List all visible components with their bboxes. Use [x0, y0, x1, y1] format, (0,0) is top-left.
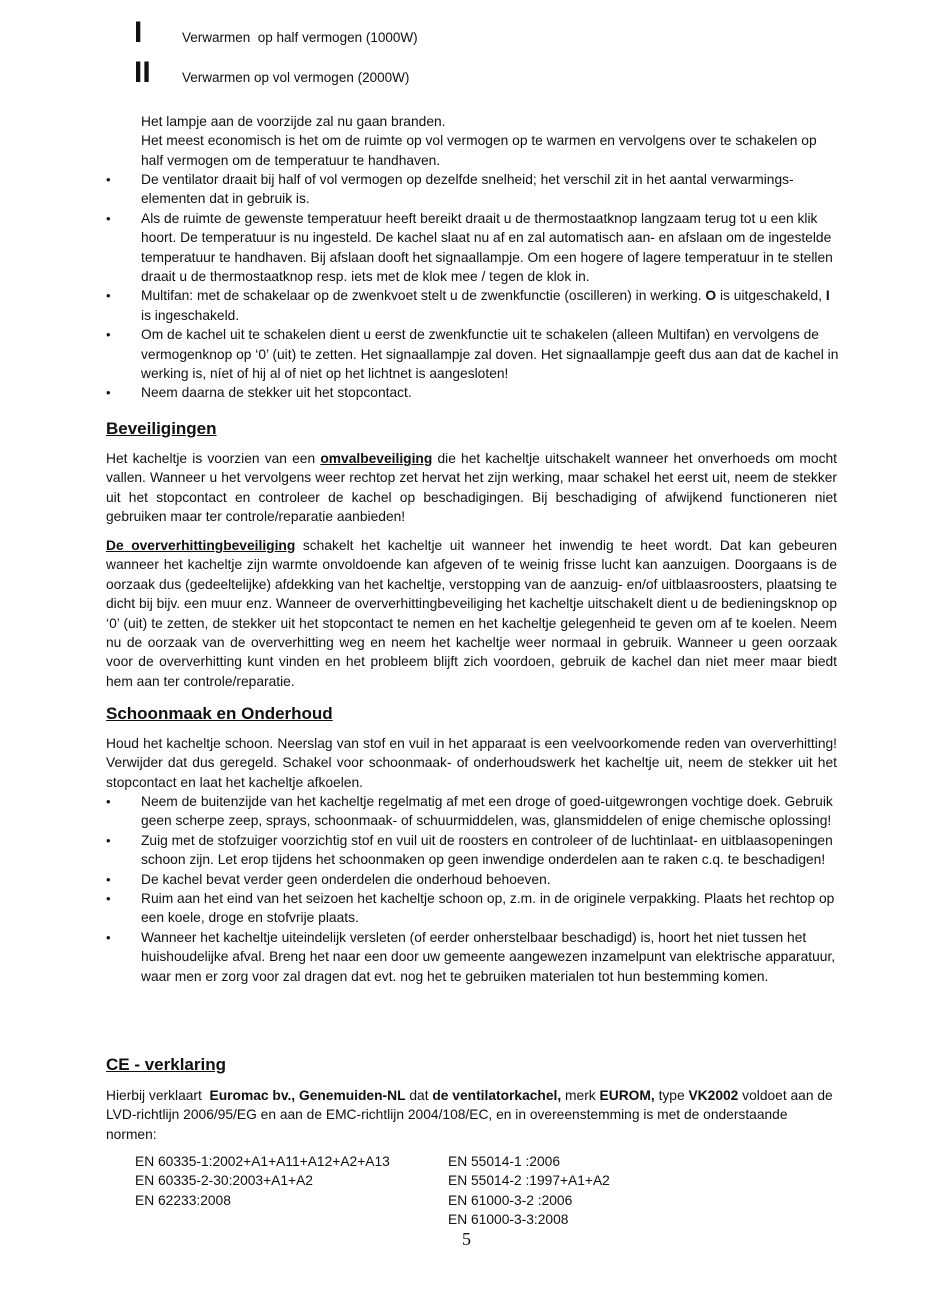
list-item: • Wanneer het kacheltje uiteindelijk versleten (of eerder onherstelbaar beschadigd) is, hoort het niet tussen het huishoudelijke afval. Breng het naar een door uw gemeente aangewezen inzamelpunt van elektrische apparatuur, waar men er zorg voor zal dragen dat evt. nog het te gebruiken materialen tot hun bestemming komen.	[106, 928, 841, 986]
mode-row-half	[134, 18, 854, 52]
norm-item: EN 61000-3-2 :2006	[448, 1192, 573, 1208]
intro-line: Het lampje aan de voorzijde zal nu gaan branden.	[141, 114, 446, 129]
maintenance-bullet-list	[106, 792, 841, 986]
list-item: • Neem de buitenzijde van het kacheltje regelmatig af met een droge of goed-uitgewrongen vochtige doek. Gebruik geen scherpe zeep, sprays, schoonmaak- of schuurmiddelen, was, glansmiddelen of enige chemische oplossing!	[106, 792, 841, 831]
list-item: • Ruim aan het eind van het seizoen het kacheltje schoon op, z.m. in de originele verpakking. Plaats het rechtop op een koele, droge en stofvrije plaats.	[106, 889, 841, 928]
page-number: 5	[462, 1229, 471, 1249]
mode-row-full	[134, 58, 854, 92]
mode-symbol: II	[134, 56, 151, 89]
section-heading-ce: CE - verklaring	[106, 1055, 226, 1074]
norm-item: EN 55014-1 :2006	[448, 1154, 560, 1169]
paragraph-omvalbeveiliging: Het kacheltje is voorzien van een omvalbeveiliging die het kacheltje uitschakelt wanneer het onverhoeds om mocht vallen. Wanneer u het vervolgens weer rechtop zet hervat het zijn werking, maar schakel het eerst uit, neem de stekker uit het stopcontact en controleer de kachel op beschadigingen. Bij beschadiging of afwijkend functioneren niet gebruiken maar ter controle/reparatie aanbieden!	[106, 451, 837, 525]
list-item: • Om de kachel uit te schakelen dient u eerst de zwenkfunctie uit te schakelen (alleen Multifan) en vervolgens de vermogenknop op ‘0’ (uit) te zetten. Het signaallampje zal doven. Het signaallampje geeft dus aan dat de kachel in werking is, níet of hij al of niet op het lichtnet is aangesloten!	[106, 325, 841, 383]
norms-list-right	[448, 1152, 610, 1230]
list-item: • Zuig met de stofzuiger voorzichtig stof en vuil uit de roosters en controleer of de luchtinlaat- en uitblaasopeningen schoon zijn. Let erop tijdens het schoonmaken op geen inwendige onderdelen aan te raken c.q. te beschadigen!	[106, 831, 841, 870]
section-heading-schoonmaak: Schoonmaak en Onderhoud	[106, 704, 333, 723]
mode-symbol: I	[134, 16, 143, 49]
list-item: • De ventilator draait bij half of vol vermogen op dezelfde snelheid; het verschil zit in het aantal verwarmings-elementen dat in gebruik is.	[106, 170, 841, 209]
list-item: • Als de ruimte de gewenste temperatuur heeft bereikt draait u de thermostaatknop langzaam terug tot u een klik hoort. De temperatuur is nu ingesteld. De kachel slaat nu af en zal automatisch aan- en afslaan om de ingestelde temperatuur te handhaven. Bij afslaan dooft het signaallampje. Om een hogere of lagere temperatuur in te stellen draait u de thermostaatknop resp. iets met de klok mee / tegen de klok in.	[106, 209, 841, 287]
norm-item: EN 61000-3-3:2008	[448, 1212, 569, 1228]
intro-line: Het meest economisch is het om de ruimte op vol vermogen op te warmen en vervolgens over te schakelen op half vermogen om de temperatuur te handhaven.	[141, 133, 817, 168]
norm-item: EN 60335-2-30:2003+A1+A2	[135, 1173, 313, 1189]
mode-label: Verwarmen op vol vermogen (2000W)	[182, 70, 410, 85]
list-item: • De kachel bevat verder geen onderdelen die onderhoud behoeven.	[106, 870, 841, 889]
mode-label: Verwarmen op half vermogen (1000W)	[182, 30, 418, 45]
section-heading-beveiligingen: Beveiligingen	[106, 419, 217, 438]
operation-bullet-list	[106, 170, 841, 403]
list-item: • Multifan: met de schakelaar op de zwenkvoet stelt u de zwenkfunctie (oscilleren) in werking. O is uitgeschakeld, I is ingeschakeld.	[106, 286, 841, 325]
paragraph-oververhitting: De oververhittingbeveiliging schakelt het kacheltje uit wanneer het inwendig te heet wordt. Dat kan gebeuren wanneer het kacheltje zijn warmte onvoldoende kan afgeven of te weinig frisse lucht kan aanzuigen. Doorgaans is de oorzaak dus (gedeeltelijke) afdekking van het kacheltje, verstopping van de aanzuig- en/of uitblaasroosters, plaatsing te dicht bij bijv. een muur enz. Wanneer de oververhittingbeveiliging het kacheltje uitschakelt dient u de bedieningsknop op ‘0’ (uit) te zetten, de stekker uit het stopcontact te nemen en het kacheltje gelegenheid te geven om af te koelen. Neem nu de oorzaak van de oververhitting weg en neem het kacheltje weer normaal in gebruik. Wanneer u geen oorzaak voor de oververhitting kunt vinden en het probleem blijft zich voordoen, gebruik de kachel dan niet meer maar biedt hem aan ter controle/reparatie.	[106, 538, 838, 689]
list-item: • Neem daarna de stekker uit het stopcontact.	[106, 383, 841, 402]
norms-list-left	[135, 1152, 390, 1210]
norm-item: EN 62233:2008	[135, 1192, 231, 1208]
paragraph-ce-declaration: Hierbij verklaart Euromac bv., Genemuiden-NL dat de ventilatorkachel, merk EUROM, type VK2002 voldoet aan de LVD-richtlijn 2006/95/EG en aan de EMC-richtlijn 2004/108/EC, en in overeenstemming is met de onderstaande normen:	[106, 1088, 833, 1142]
intro-text	[141, 112, 841, 170]
paragraph-schoonmaak: Houd het kacheltje schoon. Neerslag van stof en vuil in het apparaat is een veelvoorkomende reden van oververhitting! Verwijder dat dus geregeld. Schakel voor schoonmaak- of onderhoudswerk het kacheltje uit, neem de stekker uit het stopcontact en laat het kacheltje afkoelen.	[106, 736, 837, 790]
norm-item: EN 60335-1:2002+A1+A11+A12+A2+A13	[135, 1154, 390, 1169]
norm-item: EN 55014-2 :1997+A1+A2	[448, 1173, 610, 1189]
